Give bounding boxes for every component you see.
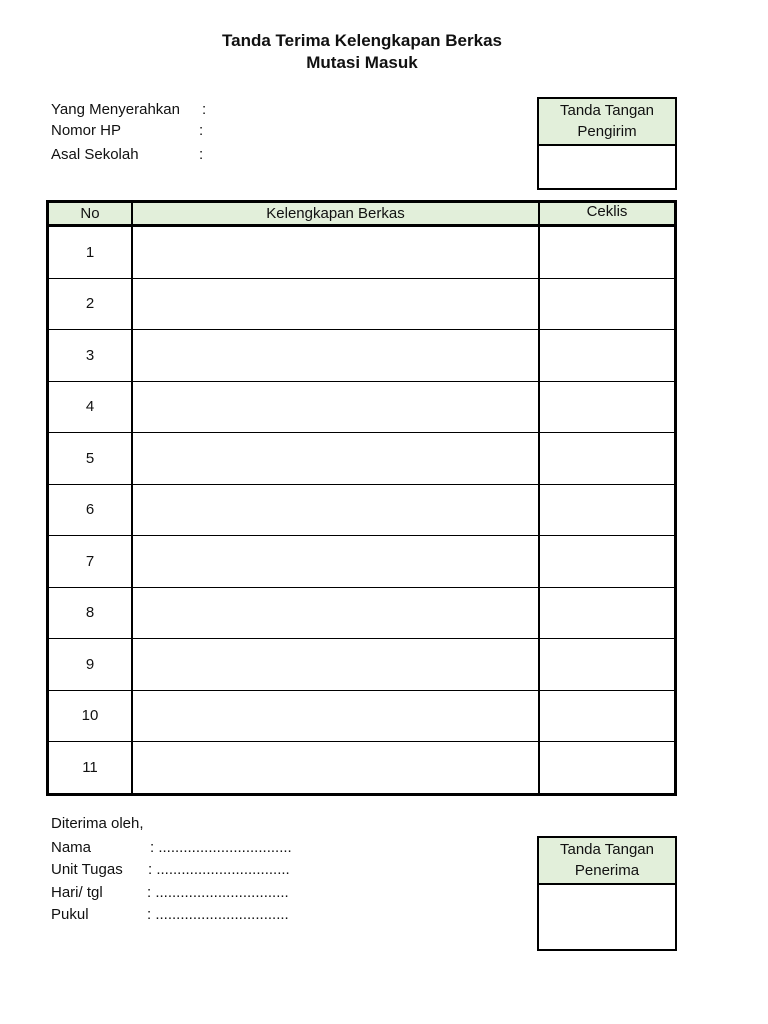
row-number: 5 [48,433,133,485]
row-number: 7 [48,536,133,588]
row-number: 4 [48,381,133,433]
receiver-signature-label-line2: Penerima [574,862,640,879]
item-cell[interactable] [132,433,539,485]
receiver-field-value-pukul[interactable]: : ................................ [147,906,289,923]
item-cell[interactable] [132,690,539,742]
item-cell[interactable] [132,536,539,588]
sender-signature-box [537,97,677,190]
check-cell[interactable] [539,690,676,742]
document-subtitle: Mutasi Masuk [306,53,418,72]
check-cell[interactable] [539,381,676,433]
check-cell[interactable] [539,639,676,691]
table-row [48,278,676,330]
receiver-signature-area[interactable] [539,885,675,949]
receiver-field-value-unit-tugas[interactable]: : ................................ [148,861,290,878]
check-cell[interactable] [539,330,676,382]
sender-signature-label-line2: Pengirim [577,123,637,140]
receiver-field-label-nama: Nama [51,839,92,856]
receiver-signature-label-line1: Tanda Tangan [560,841,654,858]
receiver-field-label-pukul: Pukul [51,906,89,923]
check-cell[interactable] [539,742,676,795]
field-colon: : [202,101,207,118]
item-cell[interactable] [132,587,539,639]
sender-signature-area[interactable] [539,146,675,188]
row-number: 10 [48,690,133,742]
receiver-signature-header [539,838,675,885]
column-header-no: No [48,202,133,226]
document-title: Tanda Terima Kelengkapan Berkas [222,31,502,50]
table-row [48,587,676,639]
row-number: 9 [48,639,133,691]
row-number: 1 [48,226,133,279]
check-cell[interactable] [539,433,676,485]
items-table [46,200,677,796]
table-row [48,330,676,382]
item-cell[interactable] [132,278,539,330]
item-cell[interactable] [132,226,539,279]
table-row [48,536,676,588]
field-label-yang-menyerahkan: Yang Menyerahkan [51,101,180,118]
table-row [48,742,676,795]
row-number: 6 [48,484,133,536]
receiver-field-value-nama[interactable]: : ................................ [150,839,292,856]
check-cell[interactable] [539,536,676,588]
table-row [48,226,676,279]
table-row [48,381,676,433]
item-cell[interactable] [132,484,539,536]
column-header-ceklis: Ceklis [539,202,676,226]
receiver-intro: Diterima oleh, [51,815,144,832]
table-row [48,639,676,691]
table-row [48,690,676,742]
row-number: 3 [48,330,133,382]
sender-signature-header [539,99,675,146]
check-cell[interactable] [539,278,676,330]
item-cell[interactable] [132,639,539,691]
field-label-nomor-hp: Nomor HP [51,122,122,139]
check-cell[interactable] [539,587,676,639]
row-number: 11 [48,742,133,795]
table-row [48,484,676,536]
table-header-row [48,202,676,226]
item-cell[interactable] [132,381,539,433]
field-label-asal-sekolah: Asal Sekolah [51,146,139,163]
column-header-kelengkapan-berkas: Kelengkapan Berkas [132,202,539,226]
field-colon: : [199,122,204,139]
check-cell[interactable] [539,484,676,536]
receiver-field-value-hari-tgl[interactable]: : ................................ [147,884,289,901]
item-cell[interactable] [132,742,539,795]
item-cell[interactable] [132,330,539,382]
receiver-signature-box [537,836,677,951]
row-number: 2 [48,278,133,330]
receiver-field-label-unit-tugas: Unit Tugas [51,861,123,878]
table-row [48,433,676,485]
check-cell[interactable] [539,226,676,279]
receiver-field-label-hari-tgl: Hari/ tgl [51,884,103,901]
sender-signature-label-line1: Tanda Tangan [560,102,654,119]
row-number: 8 [48,587,133,639]
field-colon: : [199,146,204,163]
